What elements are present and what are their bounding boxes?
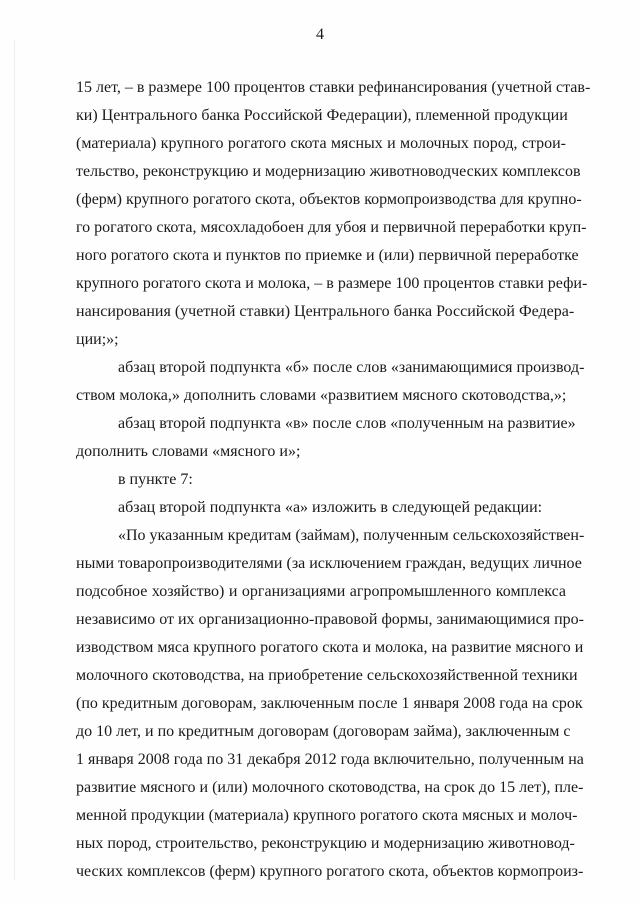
text-line: подсобное хозяйство) и организациями агропромышленного комплекса: [76, 583, 566, 600]
text-line: абзац второй подпункта «б» после слов «занимающимися производ-: [118, 359, 585, 376]
page-number: 4: [316, 26, 324, 43]
text-line: ными товаропроизводителями (за исключением граждан, ведущих личное: [76, 555, 582, 572]
text-line: ного рогатого скота и пунктов по приемке и (или) первичной переработке: [76, 247, 579, 264]
scan-margin-shadow: [14, 40, 15, 880]
text-line: изводством мяса крупного рогатого скота и молока, на развитие мясного и: [76, 639, 584, 656]
text-line: 1 января 2008 года по 31 декабря 2012 года включительно, полученным на: [76, 751, 584, 768]
text-line: ческих комплексов (ферм) крупного рогатого скота, объектов кормопроиз-: [76, 863, 584, 880]
text-line: нансирования (учетной ставки) Центрального банка Российской Федера-: [76, 303, 575, 320]
text-line: тельство, реконструкцию и модернизацию животноводческих комплексов: [76, 163, 581, 180]
text-line: ки) Центрального банка Российской Федерации), племенной продукции: [76, 107, 568, 124]
text-line: в пункте 7:: [118, 471, 193, 488]
text-line: (материала) крупного рогатого скота мясных и молочных пород, строи-: [76, 135, 566, 152]
text-line: ных пород, строительство, реконструкцию и модернизацию животновод-: [76, 835, 575, 852]
text-line: молочного скотоводства, на приобретение сельскохозяйственной техники: [76, 667, 578, 684]
text-line: «По указанным кредитам (займам), полученным сельскохозяйствен-: [118, 527, 585, 544]
text-line: абзац второй подпункта «а» изложить в следующей редакции:: [118, 499, 543, 516]
text-line: (ферм) крупного рогатого скота, объектов кормопроизводства для крупно-: [76, 191, 582, 208]
text-line: (по кредитным договорам, заключенным после 1 января 2008 года на срок: [76, 695, 583, 712]
text-line: ции;»;: [76, 331, 119, 348]
text-line: независимо от их организационно-правовой формы, занимающимися про-: [76, 611, 584, 628]
text-line: дополнить словами «мясного и»;: [76, 443, 301, 460]
text-line: до 10 лет, и по кредитным договорам (договорам займа), заключенным с: [76, 723, 571, 740]
text-line: менной продукции (материала) крупного рогатого скота мясных и молоч-: [76, 807, 578, 824]
text-line: развитие мясного и (или) молочного скотоводства, на срок до 15 лет), пле-: [76, 779, 584, 796]
text-line: 15 лет, – в размере 100 процентов ставки рефинансирования (учетной став-: [76, 79, 591, 96]
text-line: абзац второй подпункта «в» после слов «полученным на развитие»: [118, 415, 576, 432]
text-line: крупного рогатого скота и молока, – в размере 100 процентов ставки рефи-: [76, 275, 588, 292]
text-line: го рогатого скота, мясохладобоен для убоя и первичной переработки круп-: [76, 219, 587, 236]
text-line: ством молока,» дополнить словами «развитием мясного скотоводства,»;: [76, 387, 567, 404]
